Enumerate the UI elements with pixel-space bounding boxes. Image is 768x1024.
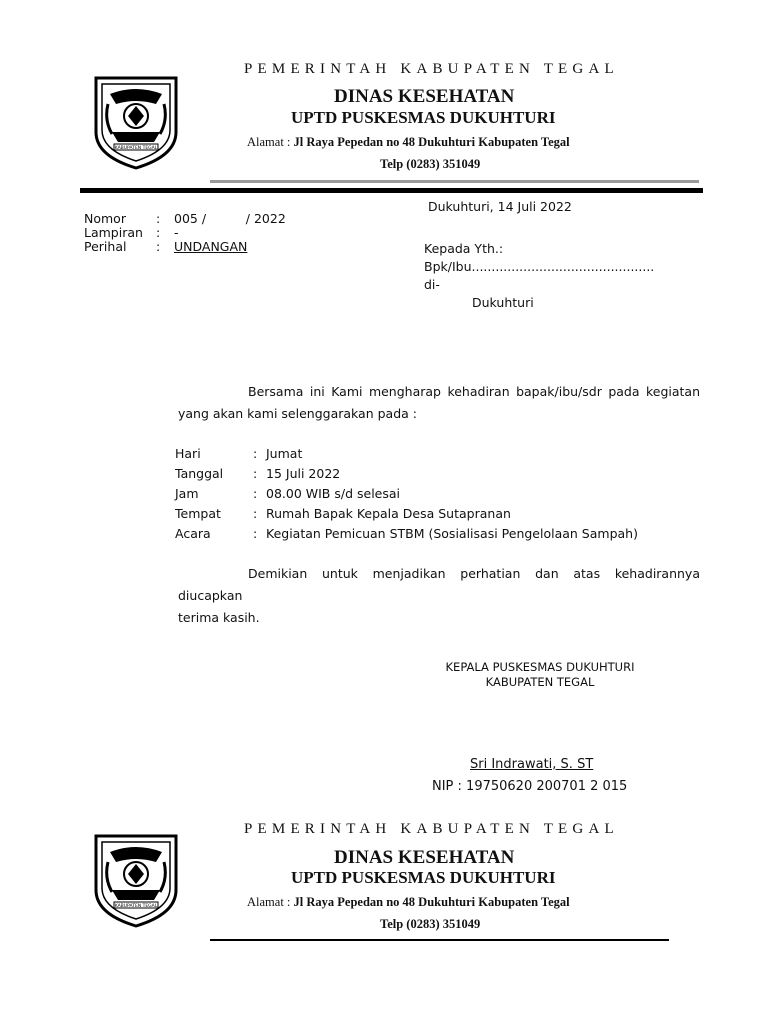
field-sep: : (156, 239, 161, 254)
field-value: - (174, 225, 179, 240)
signer-nip: NIP : 19750620 200701 2 015 (432, 779, 628, 794)
letter-fields (84, 212, 286, 254)
field-sep: : (156, 211, 161, 226)
field-row (84, 226, 286, 240)
field-row (84, 212, 286, 226)
svg-text:KABUPATEN TEGAL: KABUPATEN TEGAL (114, 904, 158, 909)
office-name: DINAS KESEHATAN (334, 86, 515, 107)
detail-row (175, 504, 638, 524)
signature-title (410, 660, 670, 690)
address-text: Jl Raya Pepedan no 48 Dukuhturi Kabupaten Tegal (293, 135, 570, 149)
header-divider-thick (80, 188, 703, 193)
government-name-bottom: PEMERINTAH KABUPATEN TEGAL (244, 821, 619, 837)
phone-number-bottom: Telp (0283) 351049 (380, 917, 481, 931)
opening-paragraph (178, 381, 700, 425)
recipient-place: Dukuhturi (472, 295, 534, 310)
signature-title-line-2: KABUPATEN TEGAL (485, 675, 595, 689)
signer-name: Sri Indrawati, S. ST (470, 757, 594, 772)
signature-title-line-1: KEPALA PUSKESMAS DUKUHTURI (445, 660, 635, 674)
regency-emblem-logo (90, 74, 182, 172)
detail-sep: : (253, 526, 258, 541)
header-divider-grey (210, 180, 699, 183)
detail-sep: : (253, 446, 258, 461)
detail-label: Tempat (175, 506, 221, 521)
subject-value: UNDANGAN (174, 239, 248, 254)
detail-value: 08.00 WIB s/d selesai (266, 486, 400, 501)
closing-line-2: terima kasih. (178, 610, 260, 625)
field-label: Lampiran (84, 225, 143, 240)
detail-sep: : (253, 486, 258, 501)
unit-name: UPTD PUSKESMAS DUKUHTURI (291, 108, 556, 127)
detail-label: Acara (175, 526, 211, 541)
place-date: Dukuhturi, 14 Juli 2022 (428, 199, 572, 214)
detail-sep: : (253, 506, 258, 521)
opening-line-1: Bersama ini Kami mengharap kehadiran bapak/ibu/sdr pada kegiatan (248, 384, 700, 399)
address-line (247, 135, 570, 150)
detail-label: Tanggal (175, 466, 224, 481)
detail-value: 15 Juli 2022 (266, 466, 341, 481)
address-text: Jl Raya Pepedan no 48 Dukuhturi Kabupaten Tegal (293, 895, 570, 909)
recipient-name: Bpk/Ibu.............................................. (424, 259, 655, 274)
recipient-to: Kepada Yth.: (424, 241, 504, 256)
detail-row (175, 524, 638, 544)
field-row (84, 240, 286, 254)
svg-text:KABUPATEN TEGAL: KABUPATEN TEGAL (114, 146, 158, 151)
address-prefix: Alamat : (247, 895, 294, 909)
phone-number: Telp (0283) 351049 (380, 157, 481, 171)
recipient-di: di- (424, 277, 440, 292)
header-divider-bottom (210, 939, 669, 941)
field-value: 005 / / 2022 (174, 211, 286, 226)
detail-label: Jam (175, 486, 199, 501)
detail-sep: : (253, 466, 258, 481)
field-label: Nomor (84, 211, 126, 226)
detail-value: Rumah Bapak Kepala Desa Sutapranan (266, 506, 511, 521)
closing-line-1: Demikian untuk menjadikan perhatian dan atas kehadirannya diucapkan (178, 566, 700, 603)
detail-row (175, 464, 638, 484)
detail-value: Kegiatan Pemicuan STBM (Sosialisasi Pengelolaan Sampah) (266, 526, 638, 541)
office-name-bottom: DINAS KESEHATAN (334, 847, 515, 868)
address-line-bottom (247, 895, 570, 910)
unit-name-bottom: UPTD PUSKESMAS DUKUHTURI (291, 868, 556, 887)
government-name: PEMERINTAH KABUPATEN TEGAL (244, 61, 619, 77)
event-details (175, 444, 638, 544)
detail-row (175, 484, 638, 504)
closing-paragraph (178, 563, 700, 629)
detail-row (175, 444, 638, 464)
recipient-block (424, 240, 654, 312)
address-prefix: Alamat : (247, 135, 294, 149)
regency-emblem-logo-bottom (90, 832, 182, 930)
detail-value: Jumat (266, 446, 303, 461)
detail-label: Hari (175, 446, 201, 461)
field-sep: : (156, 225, 161, 240)
opening-line-2: yang akan kami selenggarakan pada : (178, 406, 417, 421)
field-label: Perihal (84, 239, 127, 254)
